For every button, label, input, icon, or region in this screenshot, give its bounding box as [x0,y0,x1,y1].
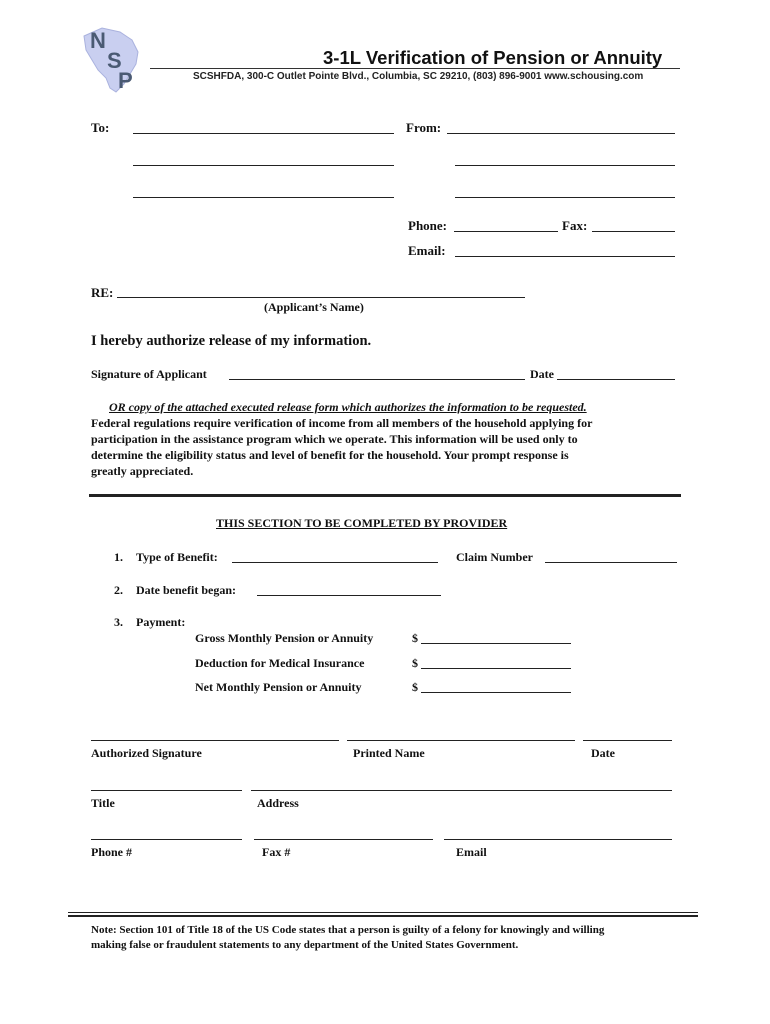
logo-letter-p: P [118,68,133,93]
gross-monthly-currency: $ [412,631,418,645]
provider-phone-line[interactable] [91,839,242,840]
claim-number-line[interactable] [545,562,677,563]
applicant-name-caption: (Applicant’s Name) [264,300,364,314]
item-3-number: 3. [114,615,123,629]
to-line-2[interactable] [133,165,394,166]
email-label: Email: [408,243,446,258]
fax-label: Fax: [562,218,588,233]
regulation-paragraph-line-1: Federal regulations require verification of income from all members of the household applying for [91,416,593,430]
footer-rule-top [68,912,698,913]
fax-line[interactable] [592,231,675,232]
footer-rule-bottom [68,915,698,917]
claim-number-label: Claim Number [456,550,533,564]
item-1-number: 1. [114,550,123,564]
logo-letter-n: N [90,28,106,53]
date-benefit-began-line[interactable] [257,595,441,596]
email-line[interactable] [455,256,675,257]
medical-deduction-currency: $ [412,656,418,670]
to-label: To: [91,120,110,135]
phone-label: Phone: [408,218,447,233]
provider-email-line[interactable] [444,839,672,840]
printed-name-line[interactable] [347,740,575,741]
provider-fax-label: Fax # [262,845,291,859]
signature-of-applicant-label: Signature of Applicant [91,367,207,381]
applicant-date-label: Date [530,367,554,381]
nsp-logo [80,26,142,96]
gross-monthly-amount-line[interactable] [421,643,571,644]
regulation-paragraph-line-4: greatly appreciated. [91,464,194,478]
address-line[interactable] [251,790,672,791]
applicant-signature-line[interactable] [229,379,525,380]
provider-phone-label: Phone # [91,845,133,859]
provider-fax-line[interactable] [254,839,433,840]
from-line-3[interactable] [455,197,675,198]
net-monthly-label: Net Monthly Pension or Annuity [195,680,362,694]
authorization-heading: I hereby authorize release of my information. [91,333,372,349]
gross-monthly-label: Gross Monthly Pension or Annuity [195,631,374,645]
or-copy-notice: OR copy of the attached executed release form which authorizes the information to be requested. [109,400,587,414]
from-line-1[interactable] [447,133,675,134]
from-label: From: [406,120,442,135]
from-line-2[interactable] [455,165,675,166]
provider-section-heading: THIS SECTION TO BE COMPLETED BY PROVIDER [216,516,508,530]
legal-note-line-2: making false or fraudulent statements to any department of the United States Government. [91,939,519,951]
signature-date-label: Date [591,746,615,760]
applicant-date-line[interactable] [557,379,675,380]
re-label: RE: [91,285,114,300]
to-line-1[interactable] [133,133,394,134]
authorized-signature-line[interactable] [91,740,339,741]
page-title: 3-1L Verification of Pension or Annuity [323,47,663,68]
title-label: Title [91,796,115,810]
payment-label: Payment: [136,615,186,629]
address-label: Address [257,796,299,810]
net-monthly-currency: $ [412,680,418,694]
medical-deduction-label: Deduction for Medical Insurance [195,656,365,670]
regulation-paragraph-line-2: participation in the assistance program which we operate. This information will be used only to [91,432,578,446]
provider-email-label: Email [456,845,487,859]
title-line[interactable] [91,790,242,791]
legal-note-line-1: Note: Section 101 of Title 18 of the US Code states that a person is guilty of a felony for knowingly and willing [91,924,605,936]
type-of-benefit-line[interactable] [232,562,438,563]
item-2-number: 2. [114,583,123,597]
logo-letter-s: S [107,48,122,73]
signature-date-line[interactable] [583,740,672,741]
applicant-name-line[interactable] [117,297,525,298]
authorized-signature-label: Authorized Signature [91,746,202,760]
section-divider [89,494,681,497]
to-line-3[interactable] [133,197,394,198]
medical-deduction-amount-line[interactable] [421,668,571,669]
date-benefit-began-label: Date benefit began: [136,583,236,597]
regulation-paragraph-line-3: determine the eligibility status and level of benefit for the household. Your prompt response is [91,448,569,462]
agency-address: SCSHFDA, 300-C Outlet Pointe Blvd., Columbia, SC 29210, (803) 896-9001 www.schousing.com [193,71,644,82]
phone-line[interactable] [454,231,558,232]
type-of-benefit-label: Type of Benefit: [136,550,218,564]
printed-name-label: Printed Name [353,746,425,760]
net-monthly-amount-line[interactable] [421,692,571,693]
